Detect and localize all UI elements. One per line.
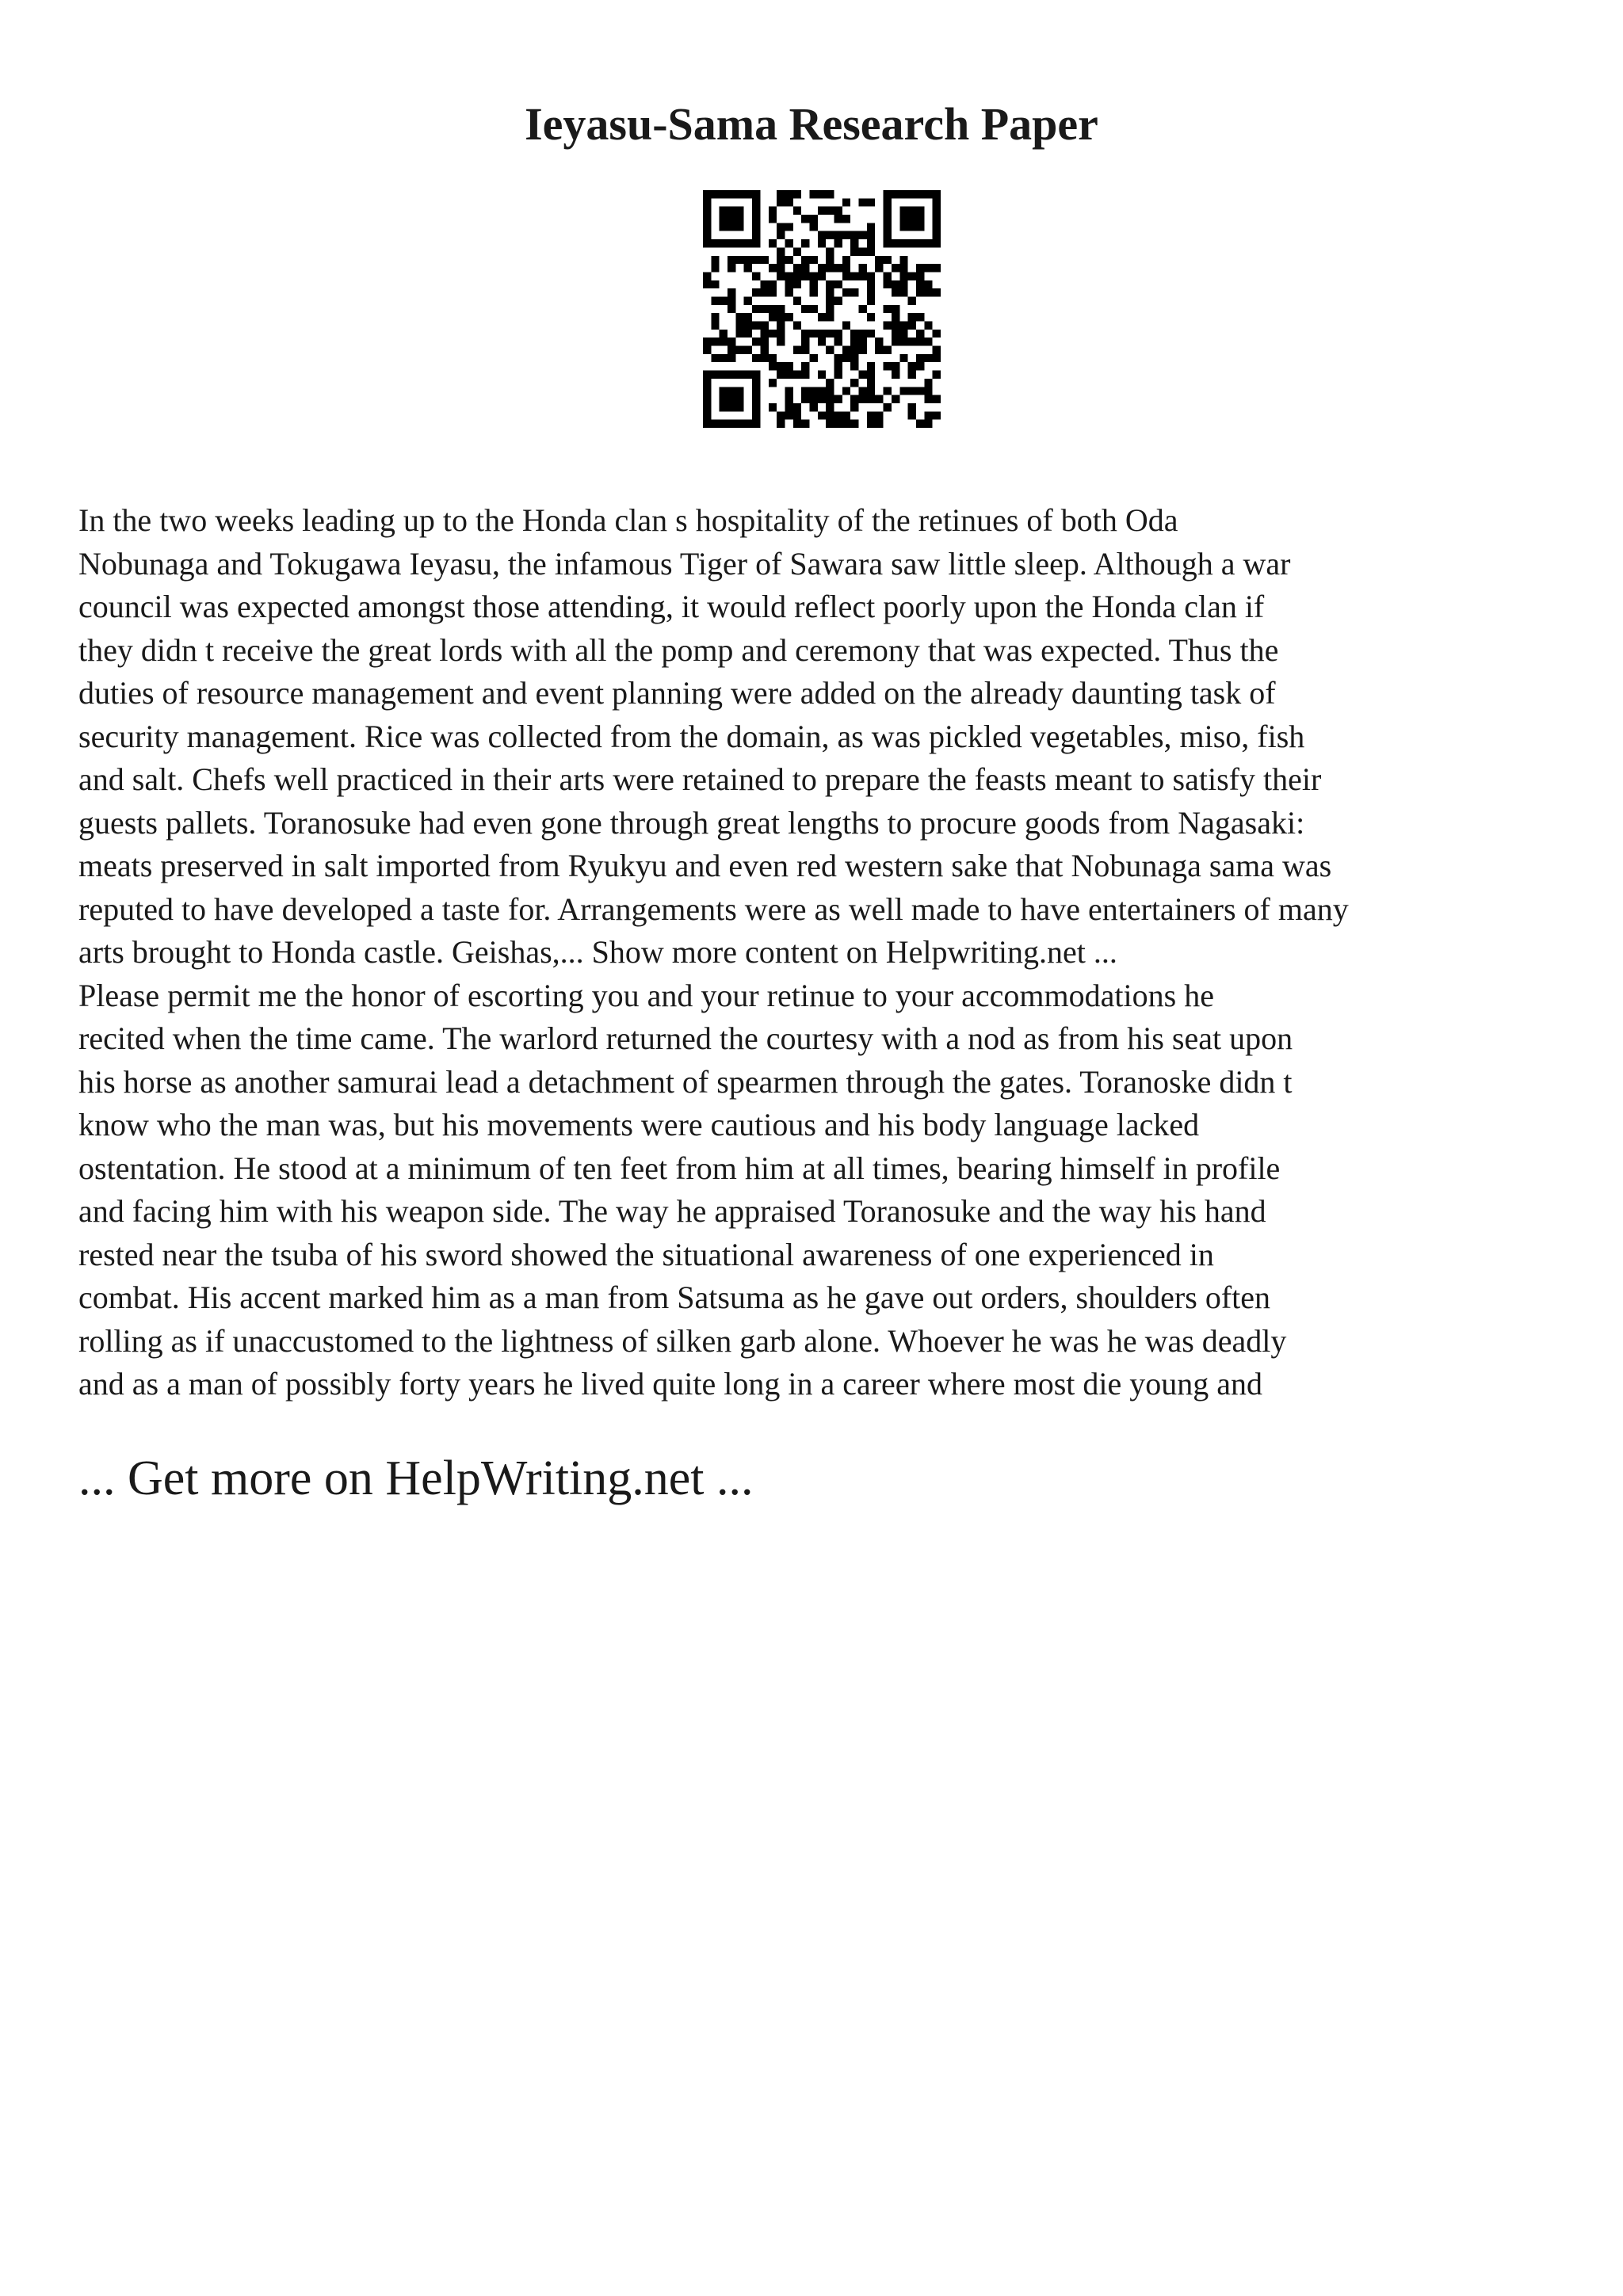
text-line: and salt. Chefs well practiced in their arts were retained to prepare the feasts meant to satisfy their <box>78 761 1322 797</box>
get-more-link[interactable]: ... Get more on HelpWriting.net ... <box>78 1451 754 1505</box>
qr-code-icon <box>703 190 941 428</box>
text-line: and as a man of possibly forty years he lived quite long in a career where most die young and <box>78 1366 1263 1402</box>
text-line: duties of resource management and event planning were added on the already daunting task of <box>78 675 1276 711</box>
text-line: security management. Rice was collected from the domain, as was pickled vegetables, miso, fish <box>78 718 1305 754</box>
text-line: his horse as another samurai lead a detachment of spearmen through the gates. Toranoske didn t <box>78 1063 1293 1100</box>
text-line: ostentation. He stood at a minimum of ten feet from him at all times, bearing himself in profile <box>78 1150 1281 1186</box>
text-line: rolling as if unaccustomed to the lightness of silken garb alone. Whoever he was he was deadly <box>78 1322 1287 1359</box>
text-line: meats preserved in salt imported from Ryukyu and even red western sake that Nobunaga sama was <box>78 848 1332 883</box>
text-line: reputed to have developed a taste for. Arrangements were as well made to have entertainers of many <box>78 891 1349 927</box>
text-line: In the two weeks leading up to the Honda clan s hospitality of the retinues of both Oda <box>78 502 1178 538</box>
text-line: Please permit me the honor of escorting you and your retinue to your accommodations he <box>78 977 1214 1013</box>
text-line: guests pallets. Toranosuke had even gone through great lengths to procure goods from Nagasaki: <box>78 804 1305 841</box>
text-line: combat. His accent marked him as a man from Satsuma as he gave out orders, shoulders often <box>78 1280 1271 1315</box>
show-more-line[interactable]: arts brought to Honda castle. Geishas,... Show more content on Helpwriting.net ... <box>78 934 1117 970</box>
text-line: know who the man was, but his movements were cautious and his body language lacked <box>78 1107 1200 1142</box>
text-line: they didn t receive the great lords with all the pomp and ceremony that was expected. Thus the <box>78 631 1279 668</box>
text-line: Nobunaga and Tokugawa Ieyasu, the infamous Tiger of Sawara saw little sleep. Although a war <box>78 545 1291 582</box>
text-line: rested near the tsuba of his sword showed the situational awareness of one experienced in <box>78 1236 1214 1272</box>
page-title: Ieyasu-Sama Research Paper <box>525 98 1098 150</box>
body-text <box>78 499 1576 1406</box>
text-line: recited when the time came. The warlord returned the courtesy with a nod as from his seat upon <box>78 1020 1293 1056</box>
text-line: council was expected amongst those attending, it would reflect poorly upon the Honda clan if <box>78 589 1265 624</box>
text-line: and facing him with his weapon side. The way he appraised Toranosuke and the way his hand <box>78 1193 1266 1229</box>
